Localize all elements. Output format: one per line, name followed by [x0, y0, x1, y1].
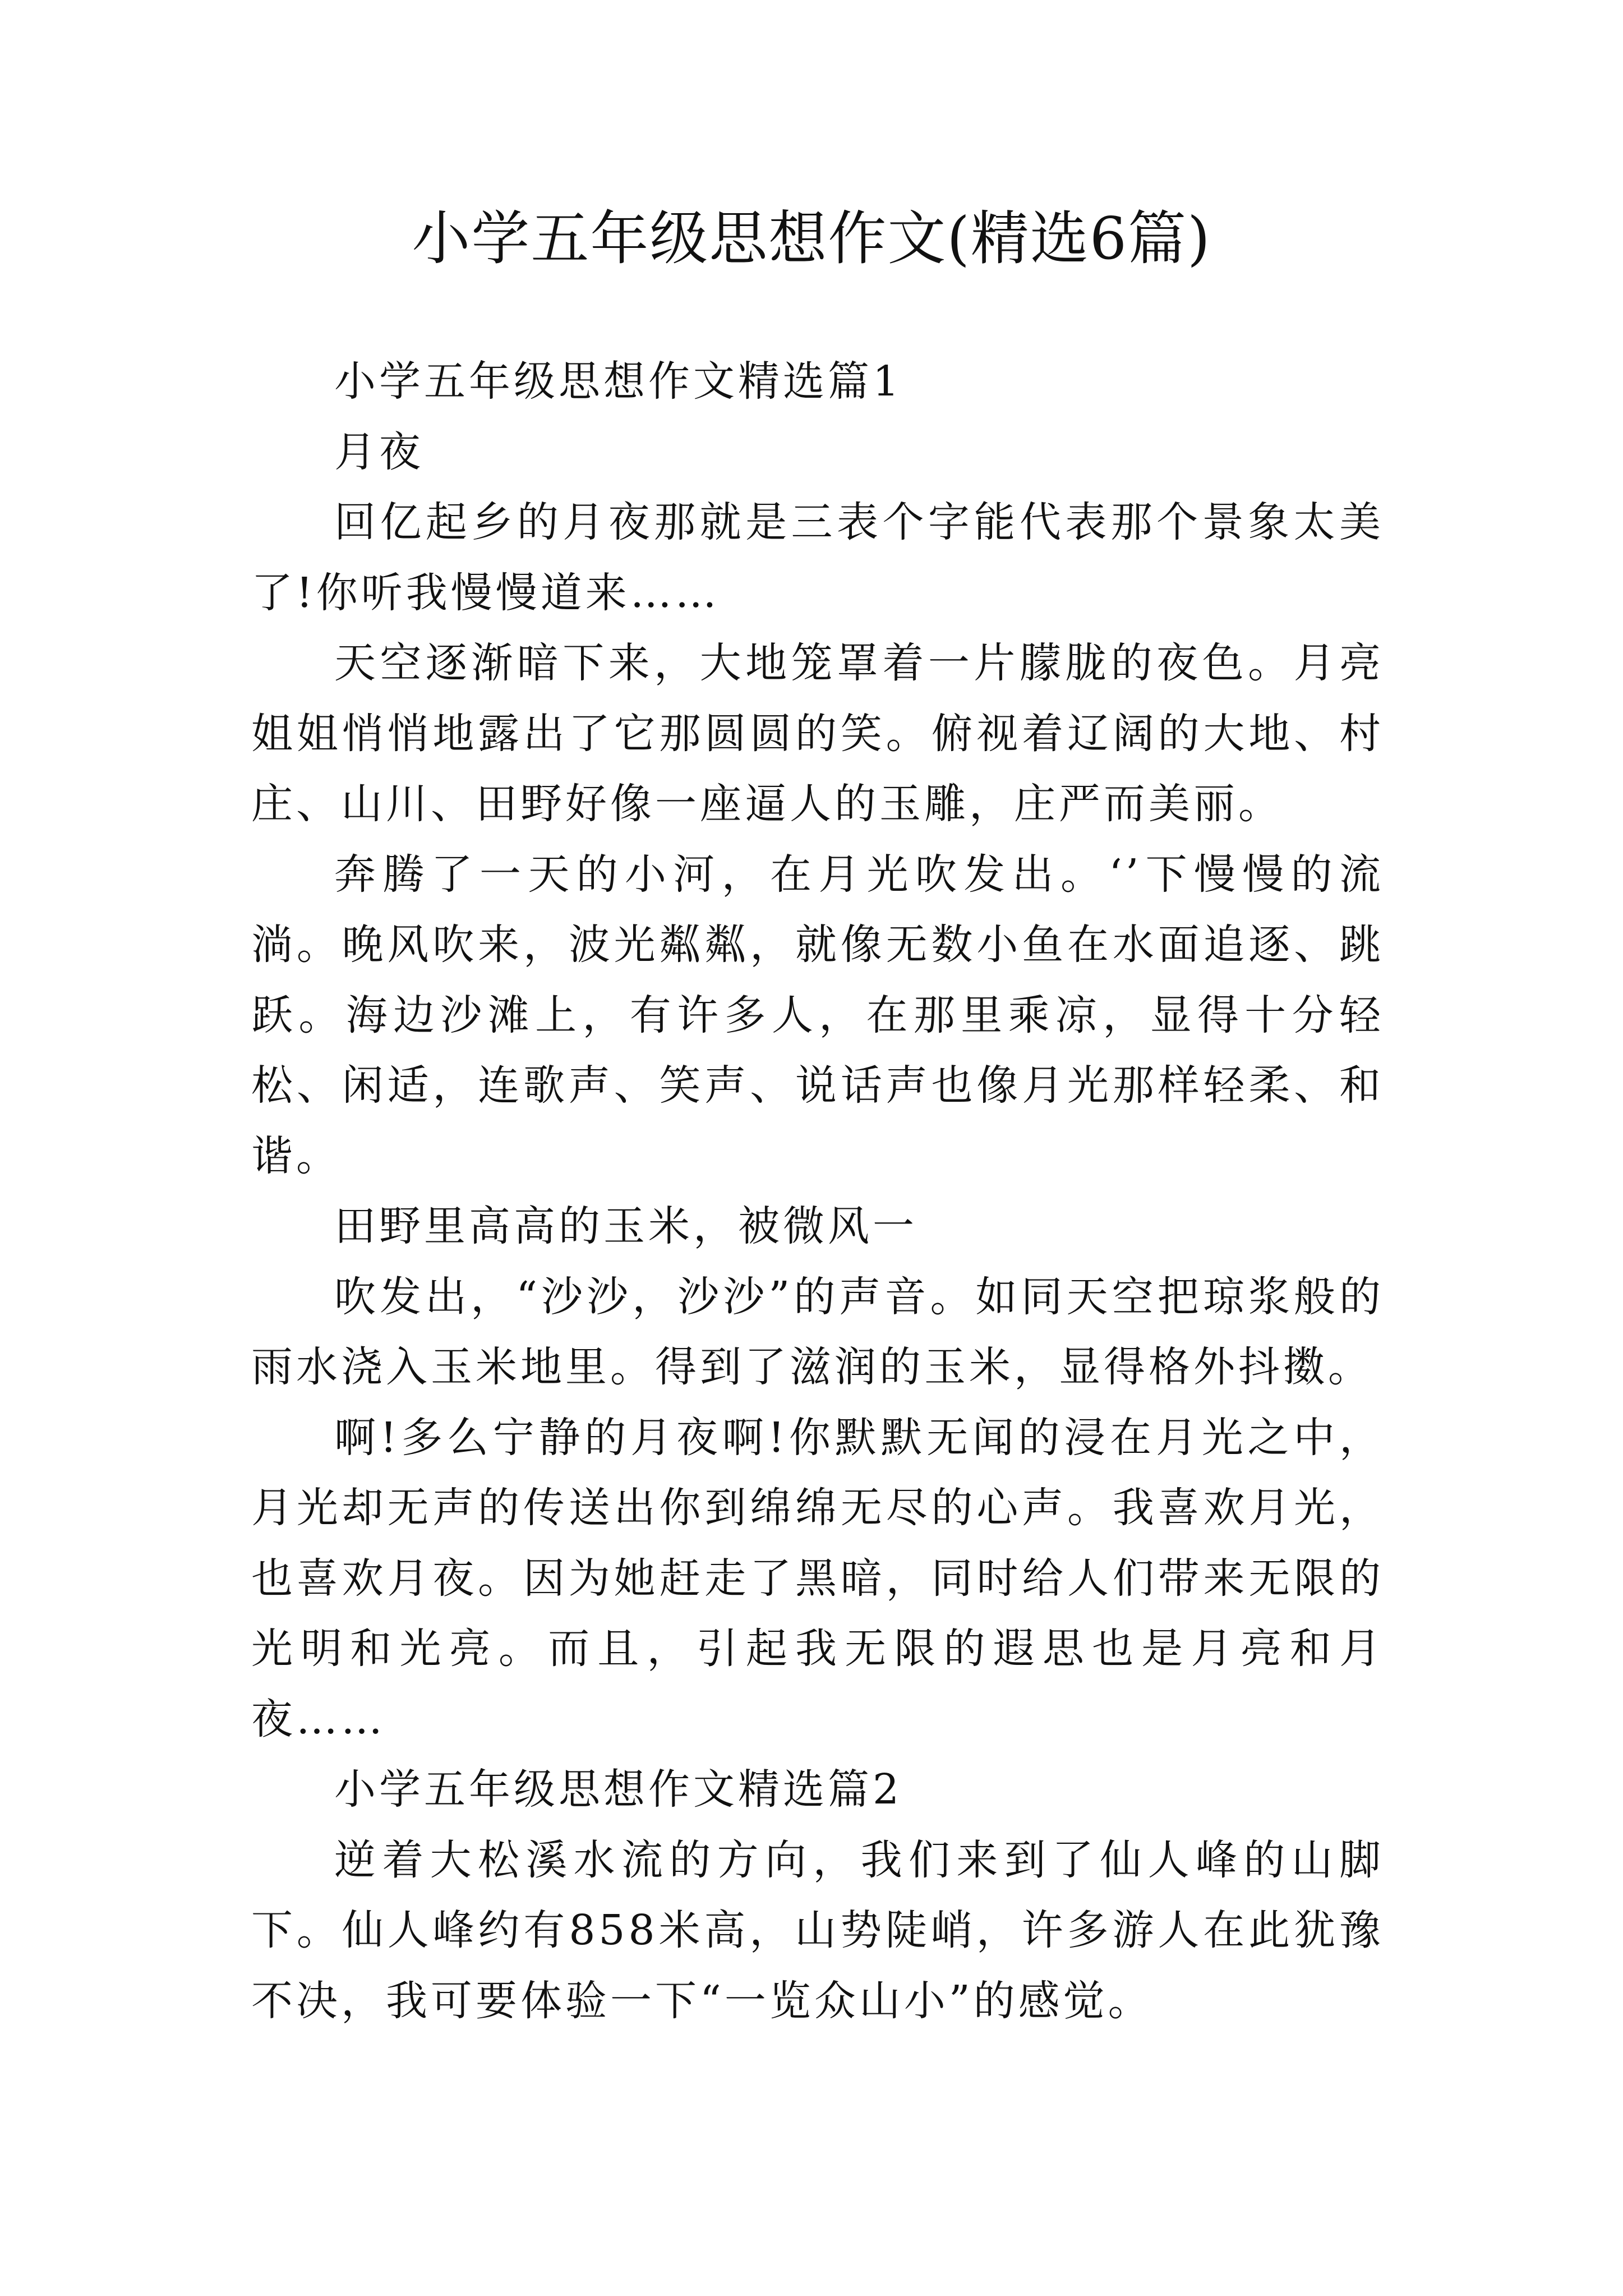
section-heading-2: 小学五年级思想作文精选篇2: [334, 1765, 903, 1814]
paragraph: 啊!多么宁静的月夜啊!你默默无闻的浸在月光之中，月光却无声的传送出你到绵绵无尽的心声。我喜欢月光，也喜欢月夜。因为她赶走了黑暗，同时给人们带来无限的光明和光亮。而且，引起我无限的遐思也是月亮和月夜……: [251, 1413, 1384, 1743]
section-heading-1: 小学五年级思想作文精选篇1: [334, 357, 903, 406]
paragraph: 奔腾了一天的小河，在月光吹发出。‘’下慢慢的流淌。晚风吹来，波光粼粼，就像无数小鱼在水面追逐、跳跃。海边沙滩上，有许多人，在那里乘凉，显得十分轻松、闲适，连歌声、笑声、说话声也像月光那样轻柔、和谐。: [251, 850, 1384, 1180]
paragraph: 田野里高高的玉米，被微风一: [334, 1202, 917, 1250]
paragraph: 逆着大松溪水流的方向，我们来到了仙人峰的山脚下。仙人峰约有858米高，山势陡峭，许多游人在此犹豫不决，我可要体验一下“一览众山小”的感觉。: [251, 1835, 1384, 2025]
paragraph: 吹发出，“沙沙，沙沙”的声音。如同天空把琼浆般的雨水浇入玉米地里。得到了滋润的玉米，显得格外抖擞。: [251, 1272, 1384, 1391]
paragraph: 天空逐渐暗下来，大地笼罩着一片朦胧的夜色。月亮姐姐悄悄地露出了它那圆圆的笑。俯视着辽阔的大地、村庄、山川、田野好像一座逼人的玉雕，庄严而美丽。: [251, 639, 1384, 828]
essay-title: 月夜: [334, 427, 424, 476]
paragraph: 回亿起乡的月夜那就是三表个字能代表那个景象太美了!你听我慢慢道来……: [251, 498, 1384, 617]
document-body: [251, 347, 1384, 2036]
document-title: 小学五年级思想作文(精选6篇): [412, 204, 1211, 273]
